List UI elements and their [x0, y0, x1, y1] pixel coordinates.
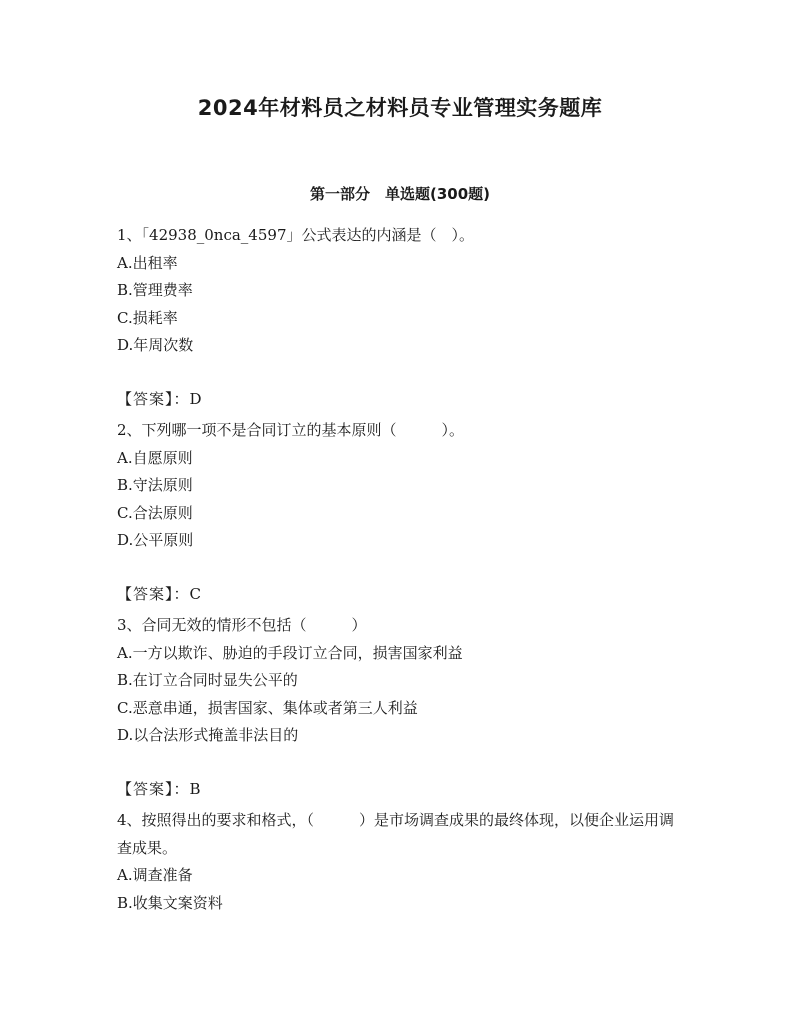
- option-b: B.管理费率: [117, 281, 193, 299]
- option-c: C.恶意串通，损害国家、集体或者第三人利益: [117, 698, 418, 717]
- option-c: C.损耗率: [117, 308, 178, 327]
- answer-value: B: [189, 779, 201, 798]
- option-b: B.收集文案资料: [117, 893, 223, 912]
- option-c: C.合法原则: [117, 503, 193, 522]
- option-a: A.出租率: [117, 253, 178, 272]
- document-title: 2024年材料员之材料员专业管理实务题库: [197, 96, 603, 120]
- option-a: A.调查准备: [117, 866, 193, 884]
- answer-value: C: [189, 584, 201, 603]
- option-b: B.在订立合同时显失公平的: [117, 671, 298, 689]
- option-d: D.年周次数: [117, 336, 194, 354]
- option-a: A.自愿原则: [117, 448, 193, 467]
- answer-line: [117, 776, 677, 804]
- answer-label: 【答案】：: [117, 584, 190, 603]
- answer-label: 【答案】：: [117, 779, 190, 798]
- option-d: D.以合法形式掩盖非法目的: [117, 726, 299, 744]
- question-list: [117, 222, 677, 917]
- option-d: D.公平原则: [117, 531, 194, 549]
- answer-line: [117, 581, 677, 609]
- option-a: A.一方以欺诈、胁迫的手段订立合同，损害国家利益: [117, 643, 463, 662]
- question-3: [117, 612, 677, 803]
- question-stem: 3、合同无效的情形不包括（ ）: [117, 616, 367, 634]
- question-4: [117, 807, 677, 917]
- answer-line: [117, 386, 677, 414]
- answer-label: 【答案】：: [117, 389, 190, 408]
- question-stem: 2、下列哪一项不是合同订立的基本原则（ ）。: [117, 421, 465, 439]
- question-1: [117, 222, 677, 413]
- question-stem: 4、按照得出的要求和格式，（ ）是市场调查成果的最终体现，以便企业运用调查成果。: [117, 811, 675, 857]
- section-title: 第一部分 单选题(300题): [309, 185, 491, 203]
- option-b: B.守法原则: [117, 476, 193, 494]
- question-stem: 1、「42938_0nca_4597」公式表达的内涵是（ ）。: [117, 226, 474, 244]
- answer-value: D: [189, 389, 202, 408]
- question-2: [117, 417, 677, 608]
